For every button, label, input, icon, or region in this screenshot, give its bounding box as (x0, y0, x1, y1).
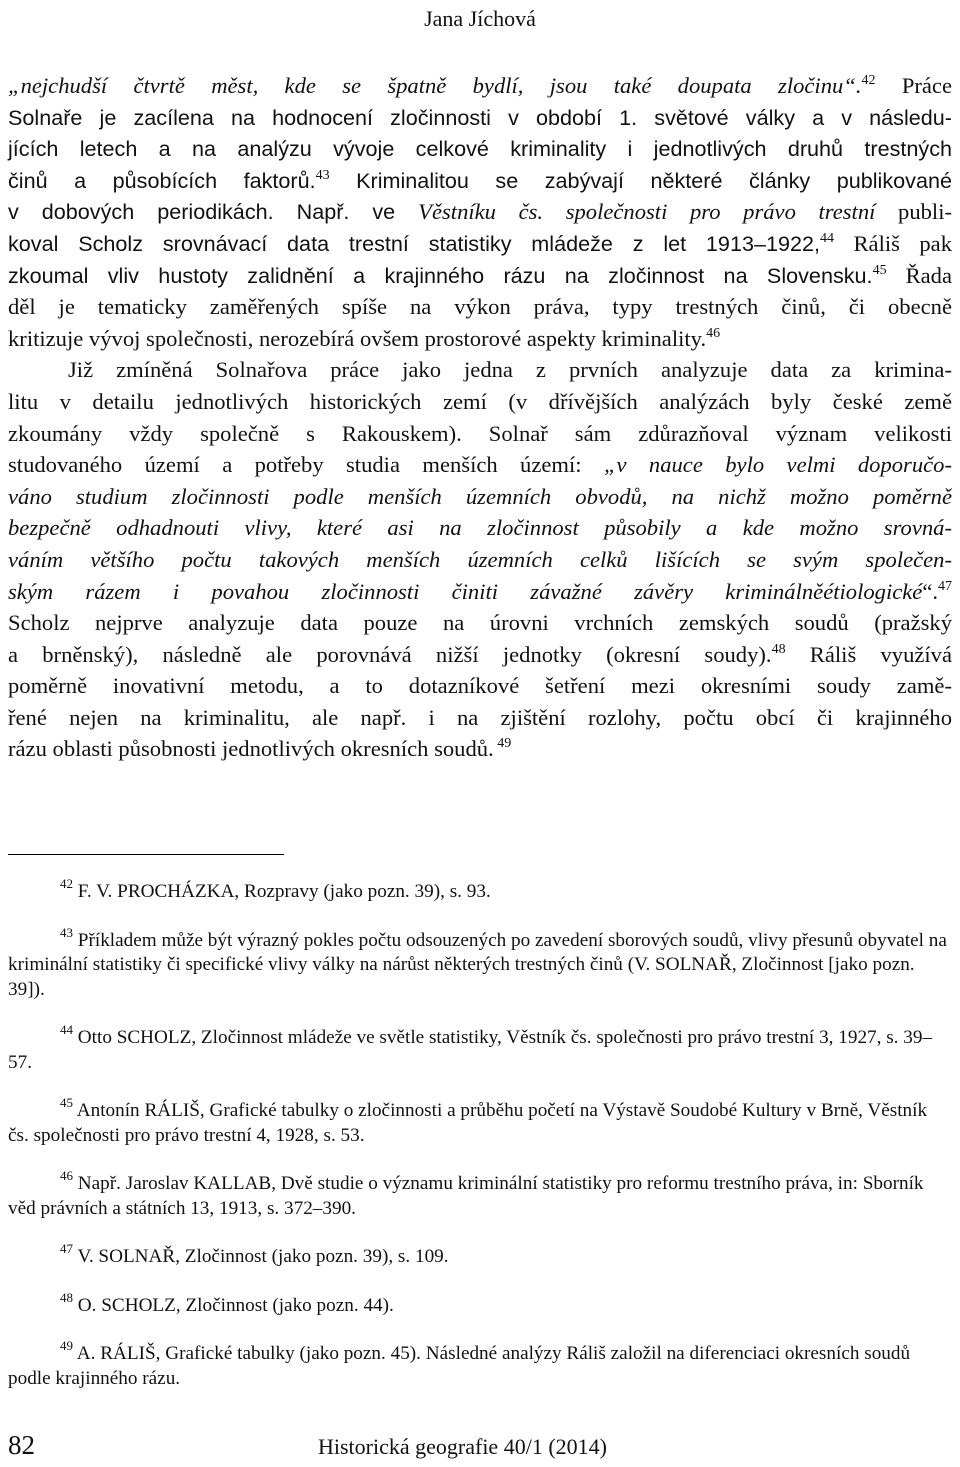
text-line (8, 260, 952, 292)
text-segment: Ráliš využívá (785, 641, 952, 667)
footnote-ref: 48 (771, 641, 786, 657)
text-line (8, 323, 952, 355)
text-segment: kritizuje vývoj společnosti, nerozebírá ovšem prostorové aspekty kriminality. (8, 325, 707, 351)
footnotes (8, 876, 952, 1415)
footnote (8, 1168, 952, 1221)
footnote-separator (8, 854, 284, 855)
text-segment: řené nejen na kriminalitu, ale např. i na zjištění rozlohy, počtu obcí či krajinného (8, 704, 952, 730)
text-segment: Ráliš pak (834, 230, 952, 256)
footnote-number: 47 (60, 1241, 73, 1256)
text-segment: Solnaře je zacílena na hodnocení zločinnosti v období 1. světové války a v následu- (8, 104, 952, 130)
text-line (8, 133, 952, 165)
page-number: 82 (8, 1430, 35, 1460)
footnote-ref: 42 (861, 73, 876, 88)
text-segment: Scholz nejprve analyzuje data pouze na úrovni vrchních zemských soudů (pražský (8, 610, 952, 636)
text-line (8, 102, 952, 134)
footnote-number: 46 (60, 1168, 73, 1183)
footnote-ref: 44 (820, 230, 835, 246)
text-line (8, 639, 952, 671)
text-segment: váním většího počtu takových menších územních celků lišících se svým společen- (8, 546, 952, 572)
text-line (8, 418, 952, 450)
text-segment: studovaného území a potřeby studia menších území: (8, 452, 604, 478)
footnote-text: Antonín RÁLIŠ, Grafické tabulky o zločinnosti a průběhu početí na Výstavě Soudobé Kultury v Brně, Věstník čs. společnosti pro právo trestní 4, 1928, s. 53. (8, 1100, 928, 1146)
text-line (8, 228, 952, 260)
footnote-text: Např. Jaroslav KALLAB, Dvě studie o významu kriminální statistiky pro reformu trestního práva, in: Sborník věd právních a státních 13, 1913, s. 372–390. (8, 1173, 924, 1219)
text-line (8, 291, 952, 323)
text-segment: litu v detailu jednotlivých historických zemí (v dřívějších analýzách byly české země (8, 388, 952, 414)
footnote-ref: 46 (706, 325, 721, 341)
text-line (8, 576, 952, 608)
text-segment: jících letech a na analýzu vývoje celkové kriminality i jednotlivých druhů trestných (8, 136, 952, 162)
text-line (8, 70, 952, 102)
text-line (8, 702, 952, 734)
footnote (8, 1095, 952, 1148)
text-segment: váno studium zločinnosti podle menších územních obvodů, na nichž možno poměrně (8, 483, 952, 509)
text-segment: rázu oblasti působnosti jednotlivých okresních soudů. (8, 736, 494, 762)
text-line (8, 386, 952, 418)
text-line (8, 449, 952, 481)
footnote (8, 876, 952, 905)
text-segment: Řada (886, 262, 952, 288)
footnote-text: F. V. PROCHÁZKA, Rozpravy (jako pozn. 39), s. 93. (77, 881, 491, 902)
footnote-ref: 43 (315, 167, 330, 183)
text-line (8, 196, 952, 228)
text-line (8, 733, 952, 765)
text-segment: činů a působících faktorů. (8, 167, 316, 193)
footnote-text: Otto SCHOLZ, Zločinnost mládeže ve světle statistiky, Věstník čs. společnosti pro právo trestní 3, 1927, s. 39–57. (8, 1027, 933, 1073)
text-segment: Kriminalitou se zabývají některé články publikované (329, 167, 952, 193)
text-line (8, 481, 952, 513)
text-line (8, 670, 952, 702)
text-segment: koval Scholz srovnávací data trestní statistiky mládeže z let 1913–1922, (8, 230, 821, 256)
footnote-number: 44 (60, 1022, 73, 1037)
text-line (8, 165, 952, 197)
footnote (8, 1289, 952, 1319)
running-header (0, 6, 960, 32)
footnote (8, 1338, 952, 1391)
text-segment: v dobových periodikách. Např. ve (8, 199, 419, 225)
text-segment: Věstníku čs. společnosti pro právo trestní (418, 199, 876, 225)
text-segment: „v nauce bylo velmi doporučo- (603, 452, 952, 478)
text-segment: “. (922, 578, 938, 604)
footnote (8, 1022, 952, 1075)
text-segment: Práce (875, 73, 952, 98)
footnote-number: 43 (60, 924, 73, 940)
footnote-number: 49 (60, 1338, 73, 1353)
text-line (8, 607, 952, 639)
text-segment: publi- (875, 199, 953, 225)
text-segment: poměrně inovativní metodu, a to dotazníkové šetření mezi okresními soudy zamě- (8, 673, 952, 699)
text-segment: zkoumal vliv hustoty zalidnění a krajinného rázu na zločinnost na Slovensku. (8, 262, 873, 288)
main-text (8, 70, 952, 765)
text-segment: Již zmíněná Solnařova práce jako jedna z prvních analyzuje data za krimina- (68, 357, 952, 383)
footnote-number: 45 (60, 1095, 73, 1110)
footnote-ref: 47 (938, 578, 952, 594)
text-segment: děl je tematicky zaměřených spíše na výkon práva, typy trestných činů, či obecně (8, 294, 952, 320)
text-line (8, 512, 952, 544)
text-line (8, 354, 952, 386)
text-segment: „nejchudší čtvrtě měst, kde se špatně bydlí, jsou také doupata zločinu“. (8, 73, 862, 98)
footnote-ref: 49 (493, 736, 512, 752)
header-author: Jana Jíchová (424, 6, 536, 31)
text-segment: a brněnský), následně ale porovnává nižší jednotky (okresní soudy). (8, 641, 772, 667)
text-segment: ským rázem i povahou zločinnosti činiti závažné závěry kriminálněétiologické (8, 578, 923, 604)
footnote-text: A. RÁLIŠ, Grafické tabulky (jako pozn. 45). Následné analýzy Ráliš založil na diferenciaci okresních soudů podle krajinného rázu. (8, 1343, 911, 1389)
footnote-text: V. SOLNAŘ, Zločinnost (jako pozn. 39), s. 109. (77, 1246, 449, 1267)
footnote-ref: 45 (872, 262, 887, 278)
footnote-text: O. SCHOLZ, Zločinnost (jako pozn. 44). (77, 1294, 394, 1316)
footnote (8, 924, 952, 1003)
text-segment: bezpečně odhadnouti vlivy, které asi na zločinnost působily a kde možno srovná- (8, 515, 952, 541)
footnote (8, 1241, 952, 1270)
text-segment: zkoumány vždy společně s Rakouskem). Solnař sám zdůrazňoval význam velikosti (8, 420, 952, 446)
journal-title: Historická geografie 40/1 (2014) (318, 1434, 607, 1459)
text-line (8, 544, 952, 576)
footnote-number: 48 (60, 1289, 73, 1305)
footnote-number: 42 (60, 876, 73, 891)
footnote-text: Příkladem může být výrazný pokles počtu odsouzených po zavedení sborových soudů, vlivy přesunů obyvatel na kriminální statistiky či specifické vlivy války na nárůst některých trestných činů (V. SOLNAŘ, Zločinnost [jako pozn. 39]). (8, 929, 947, 1000)
